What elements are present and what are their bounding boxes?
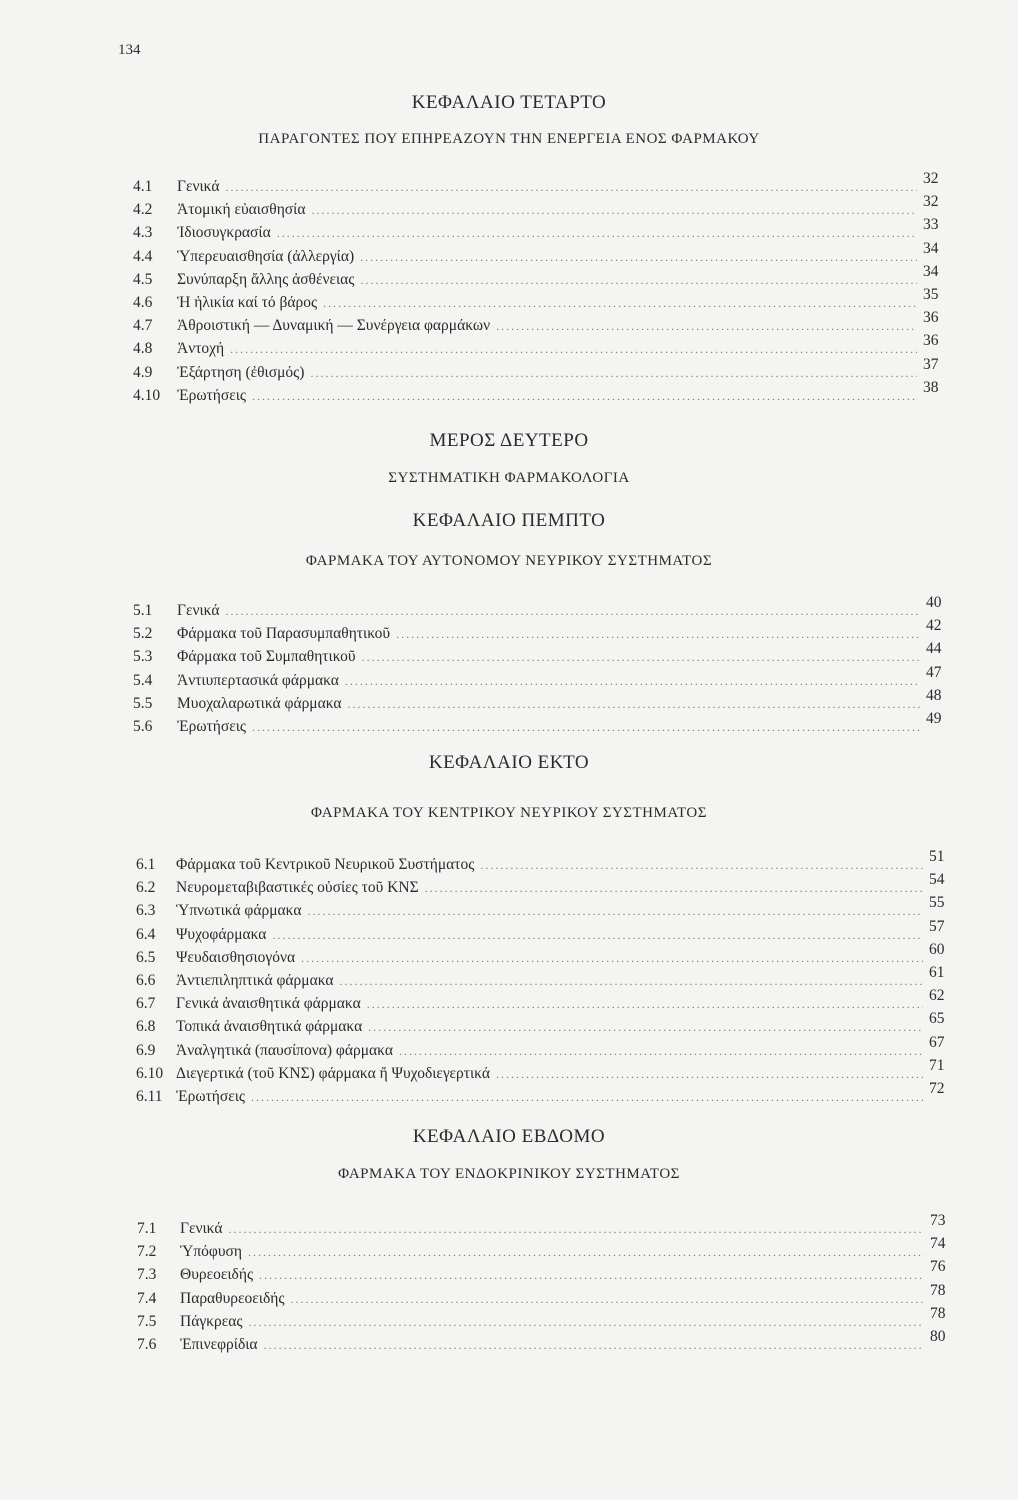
toc-entry-title: Φάρμακα τοῦ Κεντρικοῦ Νευρικοῦ Συστήματος xyxy=(176,856,475,873)
toc-entry-title: Ἐρωτήσεις xyxy=(176,1087,246,1105)
dot-leader xyxy=(396,627,920,642)
dot-leader xyxy=(252,389,917,404)
chapter-4-subtitle: ΠΑΡΑΓΟΝΤΕΣ ΠΟΥ ΕΠΗΡΕΑΖΟΥΝ ΤΗΝ ΕΝΕΡΓΕΙΑ ΕΝΟΣ ΦΑΡΜΑΚΟΥ xyxy=(258,131,760,147)
toc-entry xyxy=(136,1033,951,1065)
toc-entry xyxy=(137,1304,952,1336)
dot-leader xyxy=(310,366,917,381)
toc-entry-title: Διεγερτικά (τοῦ ΚΝΣ) φάρμακα ἤ Ψυχοδιεγερτικά xyxy=(176,1064,490,1082)
chapter-7-subtitle: ΦΑΡΜΑΚΑ ΤΟΥ ΕΝΔΟΚΡΙΝΙΚΟΥ ΣΥΣΤΗΜΑΤΟΣ xyxy=(338,1166,680,1182)
toc-entry-page: 62 xyxy=(929,987,945,1005)
toc-entry-page: 74 xyxy=(930,1235,946,1253)
chapter-6-heading: ΚΕΦΑΛΑΙΟ ΕΚΤΟ xyxy=(428,752,590,773)
dot-leader xyxy=(323,296,917,311)
toc-entry-number: 7.5 xyxy=(137,1312,157,1330)
toc-entry xyxy=(136,940,951,972)
toc-entry-page: 72 xyxy=(929,1079,945,1097)
toc-entry xyxy=(136,894,951,925)
dot-leader xyxy=(340,974,923,989)
toc-entry-title: Ἐρωτήσεις xyxy=(177,386,247,404)
dot-leader xyxy=(272,928,923,943)
toc-entry-title: Ἰδιοσυγκρασία xyxy=(177,224,271,242)
toc-entry-title: Ὑπερευαισθησία (ἀλλεργία) xyxy=(177,247,355,265)
toc-entry-number: 4.7 xyxy=(133,317,153,335)
toc-entry-page: 80 xyxy=(930,1327,946,1345)
toc-entry-page: 49 xyxy=(926,709,942,727)
toc-entry xyxy=(136,963,951,995)
page-number: 134 xyxy=(118,42,141,58)
dot-leader xyxy=(480,858,923,873)
dot-leader xyxy=(496,1067,923,1082)
toc-entry-page: 60 xyxy=(929,940,945,958)
toc-entry xyxy=(136,1010,951,1041)
toc-entry-page: 35 xyxy=(923,285,939,303)
toc-entry xyxy=(133,262,945,294)
dot-leader xyxy=(348,697,920,712)
toc-entry-number: 4.9 xyxy=(133,363,153,381)
toc-entry-page: 54 xyxy=(929,871,945,889)
toc-entry-number: 6.6 xyxy=(136,971,156,989)
dot-leader xyxy=(399,1044,923,1059)
chapter-5-heading: ΚΕΦΑΛΑΙΟ ΠΕΜΠΤΟ xyxy=(412,510,606,531)
toc-entry-page: 73 xyxy=(930,1212,946,1229)
toc-entry-number: 6.11 xyxy=(136,1087,163,1105)
toc-entry-page: 32 xyxy=(923,193,939,211)
dot-leader xyxy=(345,674,920,689)
dot-leader xyxy=(264,1338,924,1353)
toc-entry-number: 4.5 xyxy=(133,270,153,288)
toc-entry xyxy=(136,1056,951,1088)
toc-entry-page: 34 xyxy=(923,239,939,257)
chapter-5-subtitle: ΦΑΡΜΑΚΑ ΤΟΥ ΑΥΤΟΝΟΜΟΥ ΝΕΥΡΙΚΟΥ ΣΥΣΤΗΜΑΤΟΣ xyxy=(305,553,713,569)
toc-entry xyxy=(133,378,945,410)
toc-entry-number: 6.8 xyxy=(136,1018,156,1036)
toc-entry xyxy=(137,1212,952,1243)
toc-entry xyxy=(133,640,948,671)
toc-entry-number: 6.4 xyxy=(136,925,156,943)
toc-entry-title: Ἀντοχή xyxy=(177,340,225,358)
dot-leader xyxy=(496,319,917,334)
toc-entry xyxy=(133,193,945,224)
toc-entry-title: Ἀναλγητικά (παυσίπονα) φάρμακα xyxy=(176,1041,393,1059)
toc-entry-number: 4.10 xyxy=(133,386,161,404)
dot-leader xyxy=(368,1020,923,1035)
toc-entry-page: 78 xyxy=(930,1281,946,1299)
toc-entry-number: 7.6 xyxy=(137,1335,157,1353)
toc-entry-number: 5.5 xyxy=(133,694,153,712)
dot-leader xyxy=(259,1268,924,1283)
toc-entry-number: 4.1 xyxy=(133,178,153,195)
toc-entry-title: Ὑπνωτικά φάρμακα xyxy=(176,902,302,920)
toc-entry-title: Ἐπινεφρίδια xyxy=(180,1335,258,1353)
toc-entry-title: Γενικά xyxy=(177,602,220,619)
toc-entry-title: Θυρεοειδής xyxy=(180,1266,254,1284)
toc-entry-number: 6.7 xyxy=(136,995,156,1013)
toc-entry xyxy=(137,1327,952,1359)
toc-entry xyxy=(133,709,948,741)
dot-leader xyxy=(252,720,920,735)
toc-entry-number: 5.4 xyxy=(133,671,153,689)
toc-entry-number: 7.2 xyxy=(137,1243,157,1261)
toc-entry-page: 32 xyxy=(923,170,939,187)
part-2-heading: ΜΕΡΟΣ ΔΕΥΤΕΡΟ xyxy=(429,430,589,451)
toc-entry-title: Παραθυρεοειδής xyxy=(180,1289,285,1307)
toc-entry xyxy=(136,1079,951,1111)
dot-leader xyxy=(248,1315,924,1330)
toc-entry-title: Ἐξάρτηση (ἐθισμός) xyxy=(177,363,305,381)
toc-entry-title: Ἀθροιστική — Δυναμική — Συνέργεια φαρμάκων xyxy=(177,317,491,335)
toc-entry-title: Γενικά ἀναισθητικά φάρμακα xyxy=(176,995,361,1013)
toc-entry-title: Συνύπαρξη ἄλλης ἀσθένειας xyxy=(177,270,355,288)
toc-entry-number: 6.5 xyxy=(136,948,156,966)
toc-entry-page: 40 xyxy=(926,594,942,611)
toc-entry-number: 4.2 xyxy=(133,201,153,219)
toc-entry-number: 4.8 xyxy=(133,340,153,358)
toc-entry-title: Ὑπόφυση xyxy=(180,1243,242,1261)
toc-entry xyxy=(133,332,945,363)
toc-list-chapter-6 xyxy=(136,848,951,1111)
toc-entry-page: 33 xyxy=(923,216,939,234)
toc-entry xyxy=(137,1258,952,1289)
toc-entry-title: Φάρμακα τοῦ Συμπαθητικοῦ xyxy=(177,648,356,666)
toc-entry-page: 47 xyxy=(926,663,942,681)
toc-entry xyxy=(133,663,948,695)
dot-leader xyxy=(425,881,923,896)
toc-entry-title: Γενικά xyxy=(180,1220,223,1237)
toc-entry-number: 4.4 xyxy=(133,247,153,265)
dot-leader xyxy=(301,951,923,966)
dot-leader xyxy=(228,1222,924,1237)
toc-entry xyxy=(133,355,945,387)
toc-entry-page: 51 xyxy=(929,848,945,865)
dot-leader xyxy=(248,1245,924,1260)
toc-list-chapter-5 xyxy=(133,594,948,741)
dot-leader xyxy=(360,273,917,288)
dot-leader xyxy=(225,180,917,195)
dot-leader xyxy=(360,250,917,265)
toc-entry xyxy=(133,239,945,271)
toc-entry xyxy=(133,309,945,340)
toc-entry-number: 6.9 xyxy=(136,1041,156,1059)
toc-entry-title: Ψευδαισθησιογόνα xyxy=(176,948,296,966)
dot-leader xyxy=(277,226,917,241)
toc-entry-title: Γενικά xyxy=(177,178,220,195)
toc-entry-page: 37 xyxy=(923,355,939,373)
toc-entry-page: 36 xyxy=(923,309,939,327)
toc-entry-title: Νευρομεταβιβαστικές οὐσίες τοῦ ΚΝΣ xyxy=(176,879,419,897)
toc-entry xyxy=(133,170,945,201)
chapter-7-heading: ΚΕΦΑΛΑΙΟ ΕΒΔΟΜΟ xyxy=(412,1126,606,1147)
toc-entry-title: Πάγκρεας xyxy=(180,1312,243,1330)
dot-leader xyxy=(225,604,920,619)
toc-list-chapter-7 xyxy=(137,1212,952,1359)
toc-entry-page: 42 xyxy=(926,617,942,635)
toc-entry xyxy=(136,917,951,949)
toc-entry-page: 48 xyxy=(926,686,942,704)
toc-entry-page: 76 xyxy=(930,1258,946,1276)
toc-entry-number: 4.6 xyxy=(133,293,153,311)
dot-leader xyxy=(291,1292,925,1307)
toc-entry-number: 5.2 xyxy=(133,625,153,643)
dot-leader xyxy=(307,904,923,919)
chapter-6-subtitle: ΦΑΡΜΑΚΑ ΤΟΥ ΚΕΝΤΡΙΚΟΥ ΝΕΥΡΙΚΟΥ ΣΥΣΤΗΜΑΤΟΣ xyxy=(311,805,707,821)
toc-entry xyxy=(136,848,951,879)
toc-entry-number: 5.1 xyxy=(133,602,153,619)
toc-entry-number: 6.10 xyxy=(136,1064,164,1082)
part-2-subtitle: ΣΥΣΤΗΜΑΤΙΚΗ ΦΑΡΜΑΚΟΛΟΓΙΑ xyxy=(388,470,630,486)
toc-entry-title: Ἐρωτήσεις xyxy=(177,717,247,735)
dot-leader xyxy=(311,203,917,218)
toc-entry-number: 5.6 xyxy=(133,717,153,735)
toc-entry-page: 78 xyxy=(930,1304,946,1322)
dot-leader xyxy=(251,1090,923,1105)
toc-entry-title: Ἀτομική εὐαισθησία xyxy=(177,201,306,219)
toc-entry-title: Ψυχοφάρμακα xyxy=(176,925,267,943)
toc-entry-number: 5.3 xyxy=(133,648,153,666)
dot-leader xyxy=(367,997,923,1012)
toc-entry-number: 4.3 xyxy=(133,224,153,242)
toc-entry-page: 57 xyxy=(929,917,945,935)
toc-entry xyxy=(133,216,945,247)
toc-entry-page: 67 xyxy=(929,1033,945,1051)
toc-entry xyxy=(133,617,948,648)
toc-entry-title: Ἡ ἡλικία καί τό βάρος xyxy=(177,293,318,311)
toc-entry-number: 6.1 xyxy=(136,856,156,873)
chapter-4-heading: ΚΕΦΑΛΑΙΟ ΤΕΤΑΡΤΟ xyxy=(411,92,607,113)
toc-entry-title: Μυοχαλαρωτικά φάρμακα xyxy=(177,694,342,712)
toc-entry-number: 7.4 xyxy=(137,1289,157,1307)
toc-list-chapter-4 xyxy=(133,170,945,410)
toc-entry-number: 6.2 xyxy=(136,879,156,897)
toc-entry-page: 65 xyxy=(929,1010,945,1028)
toc-entry-page: 38 xyxy=(923,378,939,396)
toc-entry-title: Τοπικά ἀναισθητικά φάρμακα xyxy=(176,1018,363,1036)
dot-leader xyxy=(362,650,920,665)
toc-entry xyxy=(136,987,951,1018)
toc-entry-title: Ἀντιυπερτασικά φάρμακα xyxy=(177,671,339,689)
toc-entry-page: 61 xyxy=(929,963,945,981)
toc-entry xyxy=(136,871,951,902)
toc-entry-page: 36 xyxy=(923,332,939,350)
toc-entry xyxy=(137,1281,952,1313)
toc-entry-page: 34 xyxy=(923,262,939,280)
toc-entry-number: 6.3 xyxy=(136,902,156,920)
toc-entry-page: 44 xyxy=(926,640,942,658)
toc-entry-title: Φάρμακα τοῦ Παρασυμπαθητικοῦ xyxy=(177,625,391,643)
toc-entry xyxy=(133,594,948,625)
toc-entry xyxy=(133,686,948,718)
toc-entry-page: 71 xyxy=(929,1056,945,1074)
toc-entry xyxy=(133,285,945,317)
toc-entry-number: 7.1 xyxy=(137,1220,157,1237)
toc-entry-page: 55 xyxy=(929,894,945,912)
toc-entry-title: Ἀντιεπιληπτικά φάρμακα xyxy=(176,971,334,989)
toc-entry-number: 7.3 xyxy=(137,1266,157,1284)
dot-leader xyxy=(230,342,917,357)
toc-entry xyxy=(137,1235,952,1266)
